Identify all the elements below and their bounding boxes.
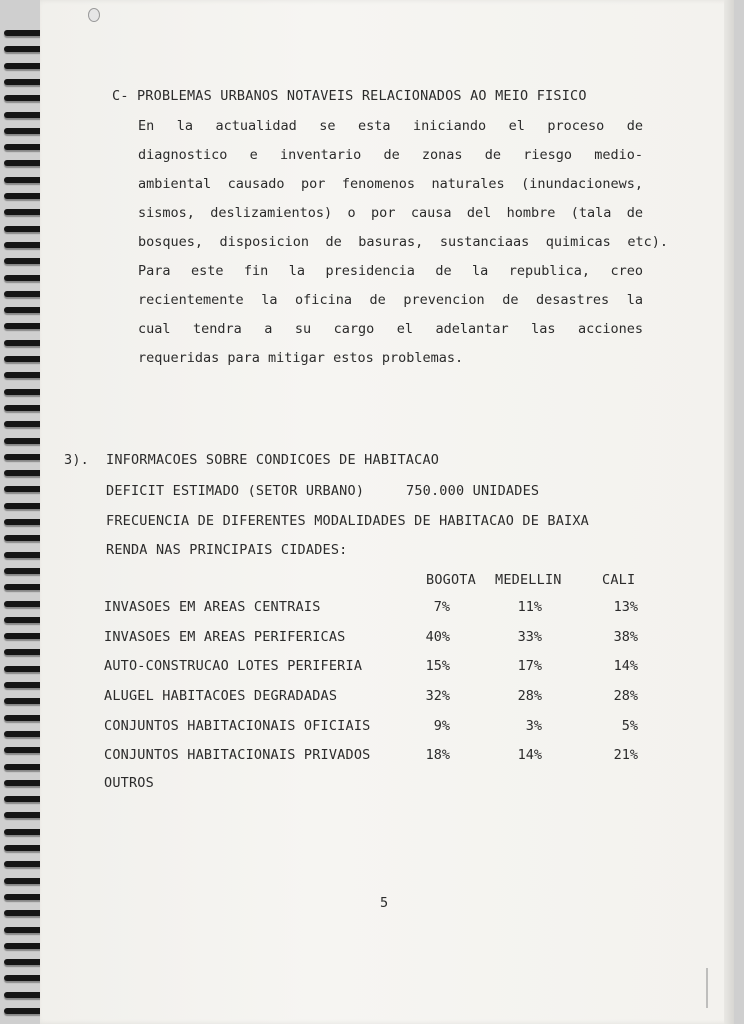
section-c-heading: C- PROBLEMAS URBANOS NOTAVEIS RELACIONADOS AO MEIO FISICO <box>112 88 587 104</box>
row-label: AUTO-CONSTRUCAO LOTES PERIFERIA <box>104 658 363 674</box>
row-label: CONJUNTOS HABITACIONAIS PRIVADOS <box>104 747 371 763</box>
cell-bogota: 32% <box>425 688 450 704</box>
cell-bogota: 18% <box>425 747 450 763</box>
cell-medellin: 28% <box>517 688 542 704</box>
page-number: 5 <box>380 895 389 911</box>
deficit-label: DEFICIT ESTIMADO (SETOR URBANO) <box>106 483 365 499</box>
row-label: INVASOES EM AREAS CENTRAIS <box>104 599 321 615</box>
section-3-heading: INFORMACOES SOBRE CONDICOES DE HABITACAO <box>106 452 440 468</box>
cell-medellin: 3% <box>525 718 542 734</box>
deficit-value: 750.000 UNIDADES <box>406 483 540 499</box>
page-tab-mark <box>706 968 718 1008</box>
cell-bogota: 9% <box>433 718 450 734</box>
cell-bogota: 7% <box>433 599 450 615</box>
column-header-bogota: BOGOTA <box>426 572 476 588</box>
paragraph-line: cual tendra a su cargo el adelantar las acciones <box>138 321 643 337</box>
row-label: INVASOES EM AREAS PERIFERICAS <box>104 629 346 645</box>
paragraph-line: diagnostico e inventario de zonas de riesgo medio- <box>138 147 643 163</box>
paragraph-line: En la actualidad se esta iniciando el proceso de <box>138 118 643 134</box>
cell-cali: 21% <box>613 747 638 763</box>
cell-cali: 28% <box>613 688 638 704</box>
punch-hole <box>88 8 100 22</box>
document-page <box>40 0 734 1024</box>
paragraph-line: requeridas para mitigar estos problemas. <box>138 350 464 366</box>
row-label: ALUGEL HABITACOES DEGRADADAS <box>104 688 338 704</box>
cell-bogota: 15% <box>425 658 450 674</box>
paragraph-line: ambiental causado por fenomenos naturales (inundacionews, <box>138 176 643 192</box>
cell-cali: 5% <box>621 718 638 734</box>
paragraph-line: sismos, deslizamientos) o por causa del hombre (tala de <box>138 205 643 221</box>
cell-cali: 13% <box>613 599 638 615</box>
paragraph-line: recientemente la oficina de prevencion de desastres la <box>138 292 643 308</box>
frequency-line: FRECUENCIA DE DIFERENTES MODALIDADES DE HABITACAO DE BAIXA <box>106 513 590 529</box>
cell-medellin: 17% <box>517 658 542 674</box>
paragraph-line: Para este fin la presidencia de la republica, creo <box>138 263 643 279</box>
section-number: 3). <box>64 452 89 468</box>
cell-cali: 38% <box>613 629 638 645</box>
cell-medellin: 14% <box>517 747 542 763</box>
column-header-cali: CALI <box>602 572 636 588</box>
column-header-medellin: MEDELLIN <box>495 572 562 588</box>
frequency-line: RENDA NAS PRINCIPAIS CIDADES: <box>106 542 348 558</box>
cell-bogota: 40% <box>425 629 450 645</box>
cell-medellin: 33% <box>517 629 542 645</box>
row-label: OUTROS <box>104 775 154 791</box>
paragraph-line: bosques, disposicion de basuras, sustanciaas quimicas etc). <box>138 234 668 250</box>
page-edge <box>724 0 734 1024</box>
row-label: CONJUNTOS HABITACIONAIS OFICIAIS <box>104 718 371 734</box>
cell-cali: 14% <box>613 658 638 674</box>
cell-medellin: 11% <box>517 599 542 615</box>
